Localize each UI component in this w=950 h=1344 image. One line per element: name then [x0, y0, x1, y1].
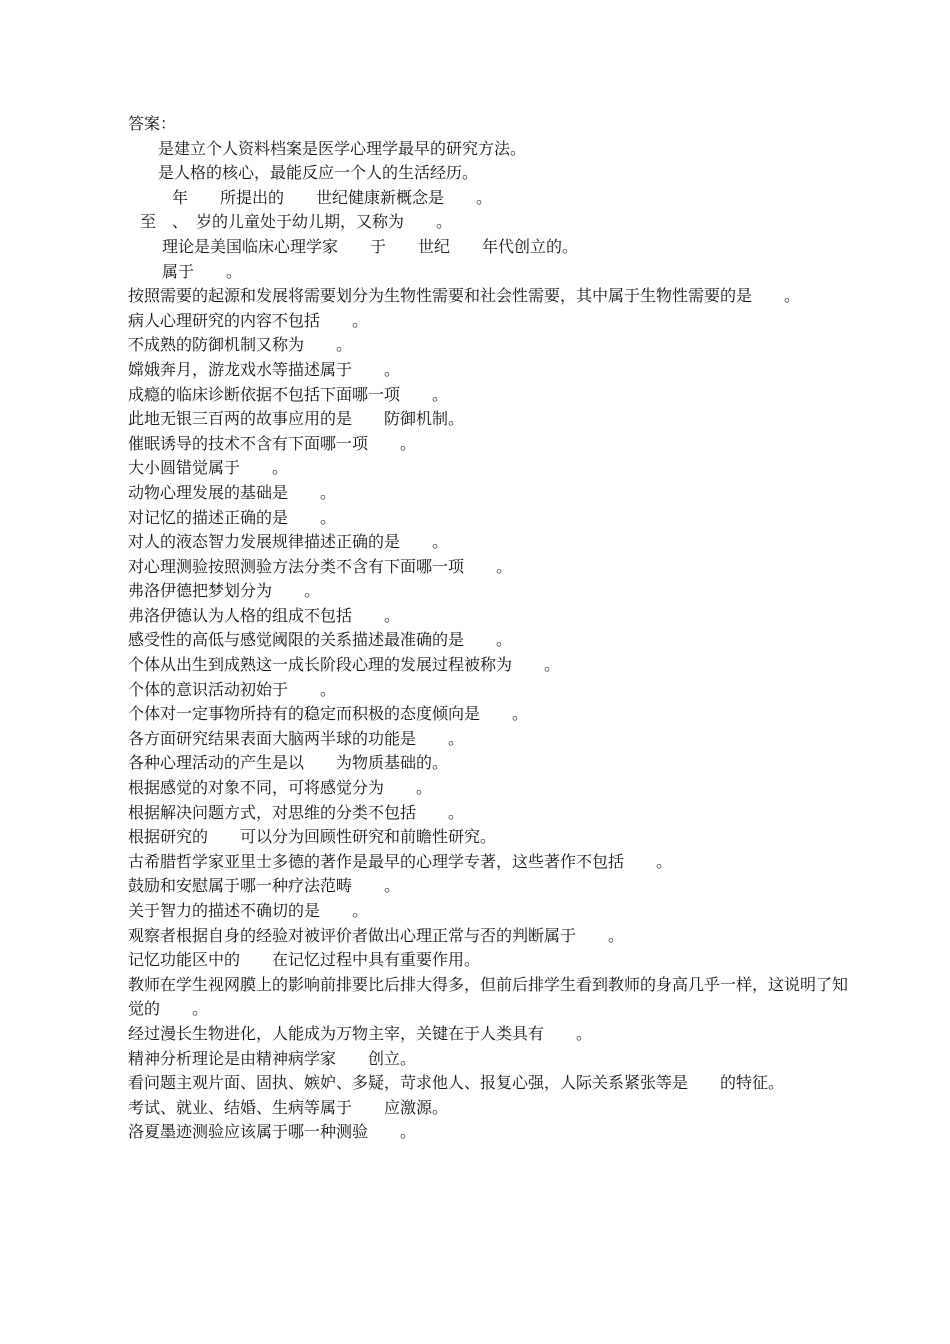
question-line: 是建立个人资料档案是医学心理学最早的研究方法。: [158, 138, 527, 158]
question-line: 个体对一定事物所持有的稳定而积极的态度倾向是 。: [128, 704, 529, 724]
question-line: 观察者根据自身的经验对被评价者做出心理正常与否的判断属于 。: [128, 925, 625, 945]
question-line: 感受性的高低与感觉阈限的关系描述最准确的是 。: [128, 630, 513, 650]
question-line: 对心理测验按照测验方法分类不含有下面哪一项 。: [128, 556, 513, 576]
question-line: 个体从出生到成熟这一成长阶段心理的发展过程被称为 。: [128, 655, 561, 675]
question-line: 大小圆错觉属于 。: [128, 458, 289, 478]
question-line: 古希腊哲学家亚里士多德的著作是最早的心理学专著，这些著作不包括 。: [128, 851, 673, 871]
question-line: 鼓励和安慰属于哪一种疗法范畴 。: [128, 876, 401, 896]
question-line: 催眠诱导的技术不含有下面哪一项 。: [128, 433, 417, 453]
question-line: 嫦娥奔月，游龙戏水等描述属于 。: [128, 359, 401, 379]
question-line: 根据解决问题方式，对思维的分类不包括 。: [128, 802, 465, 822]
question-line: 各种心理活动的产生是以 为物质基础的。: [128, 753, 449, 773]
question-line: 此地无银三百两的故事应用的是 防御机制。: [128, 409, 465, 429]
question-line: 弗洛伊德认为人格的组成不包括 。: [128, 605, 401, 625]
question-line: 记忆功能区中的 在记忆过程中具有重要作用。: [128, 950, 481, 970]
question-line: 各方面研究结果表面大脑两半球的功能是 。: [128, 728, 465, 748]
question-line: 属于 。: [162, 261, 243, 281]
answer-section: [128, 112, 848, 1145]
question-line: 精神分析理论是由精神病学家 创立。: [128, 1048, 417, 1068]
question-line: 经过漫长生物进化，人能成为万物主宰，关键在于人类具有 。: [128, 1023, 593, 1043]
question-line: 至 、 岁的儿童处于幼儿期，又称为 。: [140, 212, 453, 232]
question-line: 动物心理发展的基础是 。: [128, 482, 337, 502]
question-line: 关于智力的描述不确切的是 。: [128, 901, 369, 920]
question-line: 是人格的核心，最能反应一个人的生活经历。: [158, 163, 479, 183]
question-line: 洛夏墨迹测验应该属于哪一种测验 。: [128, 1122, 417, 1142]
question-line: 年 所提出的 世纪健康新概念是 。: [172, 187, 493, 207]
question-line: 成瘾的临床诊断依据不包括下面哪一项 。: [128, 384, 449, 404]
question-line: 根据感觉的对象不同，可将感觉分为 。: [128, 778, 433, 798]
answer-heading: 答案：: [128, 114, 177, 133]
question-line: 考试、就业、结婚、生病等属于 应激源。: [128, 1097, 449, 1117]
question-line: 对记忆的描述正确的是 。: [128, 507, 337, 527]
question-line: 看问题主观片面、固执、嫉妒、多疑，苛求他人、报复心强，人际关系紧张等是 的特征。: [128, 1073, 785, 1093]
question-line: 根据研究的 可以分为回顾性研究和前瞻性研究。: [128, 827, 497, 847]
question-line: 弗洛伊德把梦划分为 。: [128, 581, 321, 601]
question-line: 个体的意识活动初始于 。: [128, 679, 337, 699]
question-line: 理论是美国临床心理学家 于 世纪 年代创立的。: [162, 236, 579, 256]
question-line: 对人的液态智力发展规律描述正确的是 。: [128, 532, 449, 552]
question-line: 不成熟的防御机制又称为 。: [128, 335, 353, 355]
question-line: 教师在学生视网膜上的影响前排要比后排大得多，但前后排学生看到教师的身高几乎一样，这说明了知觉的 。: [128, 974, 849, 1019]
question-line: 按照需要的起源和发展将需要划分为生物性需要和社会性需要，其中属于生物性需要的是 。: [128, 286, 801, 306]
question-line: 病人心理研究的内容不包括 。: [128, 310, 369, 330]
